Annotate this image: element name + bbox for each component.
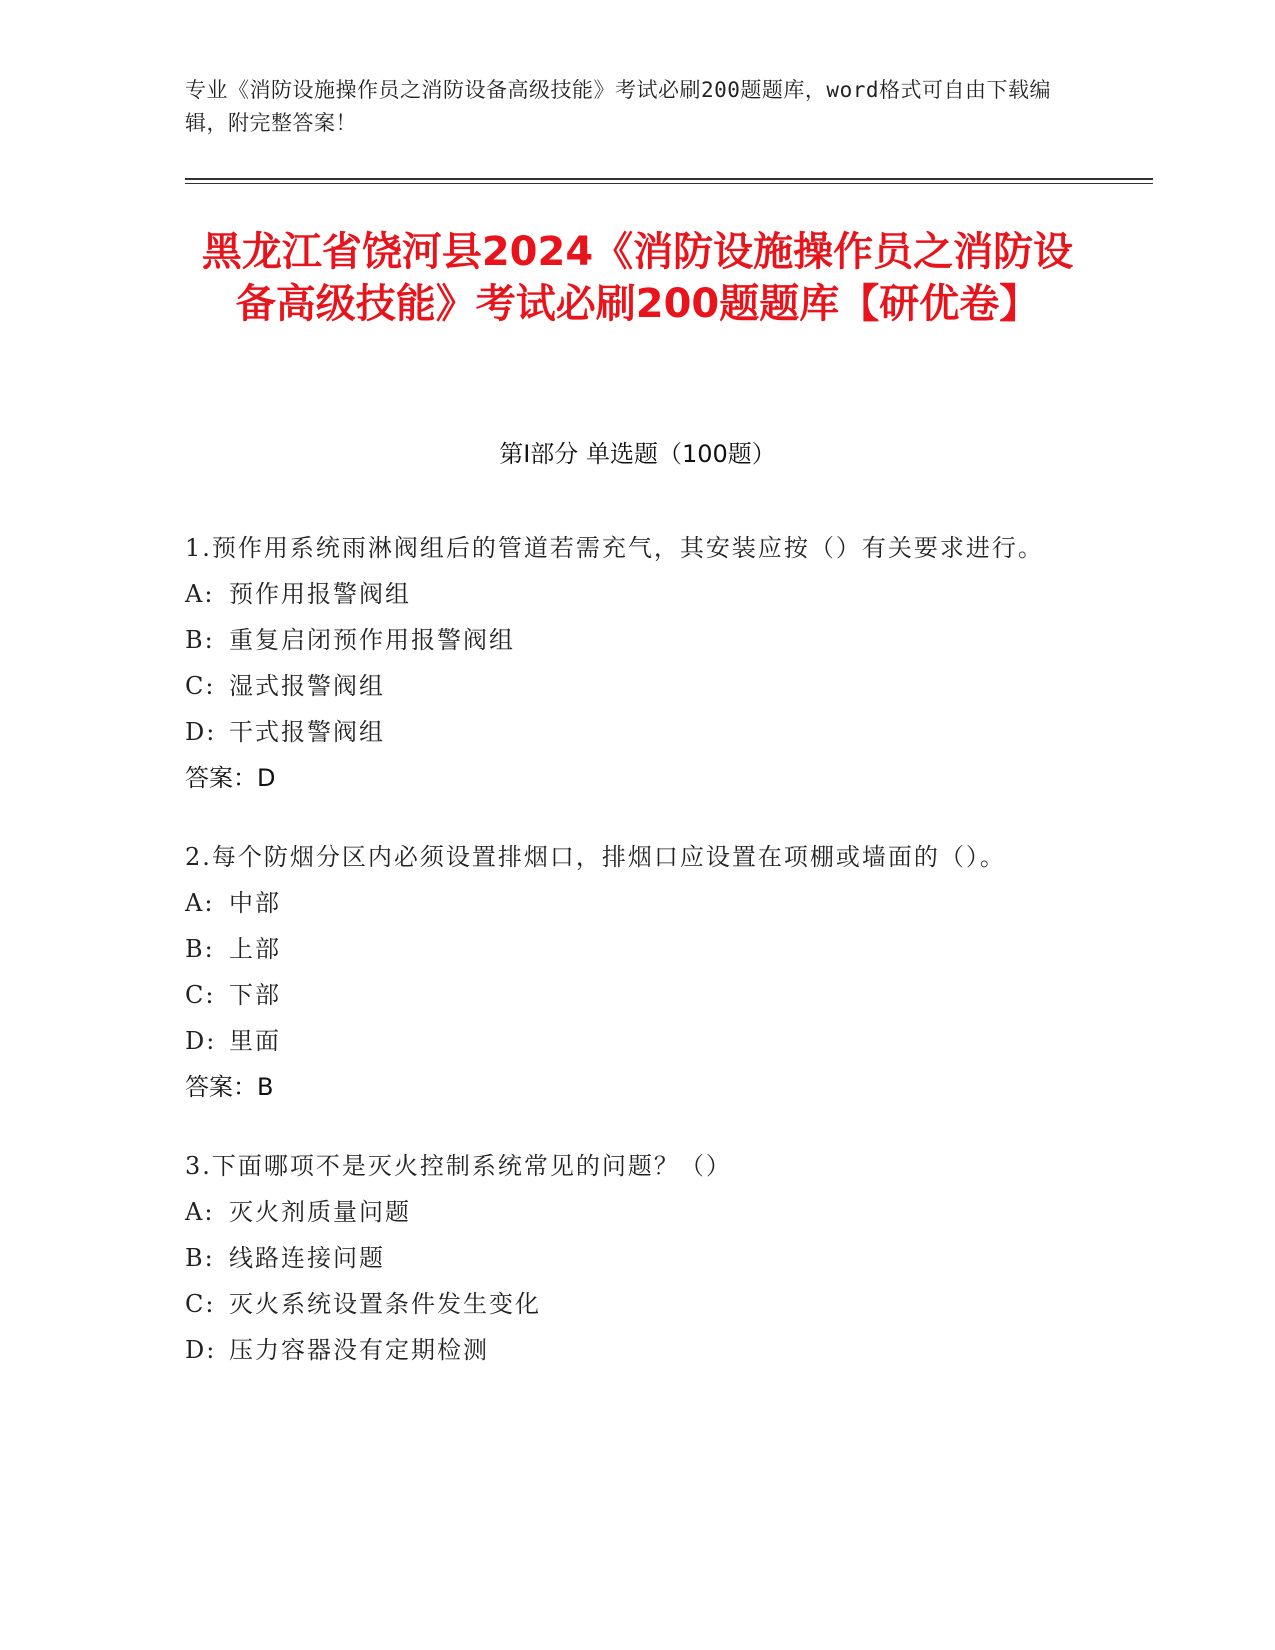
option-text: 线路连接问题: [229, 1244, 385, 1272]
option-text: 里面: [229, 1027, 281, 1055]
option-b: [185, 926, 1075, 972]
option-c: [185, 972, 1075, 1018]
option-b: [185, 1235, 1075, 1281]
option-text: 压力容器没有定期检测: [229, 1336, 489, 1364]
question-list: [185, 526, 1075, 1407]
option-key: C:: [185, 1290, 216, 1318]
option-key: A:: [185, 889, 215, 917]
option-key: C:: [185, 672, 216, 700]
question-text: 3.下面哪项不是灭火控制系统常见的问题？（）: [185, 1152, 732, 1180]
question-text: 2.每个防烟分区内必须设置排烟口，排烟口应设置在项棚或墙面的（）。: [185, 843, 1006, 871]
option-key: D:: [185, 1336, 217, 1364]
header-rule-thin: [185, 183, 1153, 184]
option-key: A:: [185, 1198, 215, 1226]
option-text: 干式报警阀组: [229, 718, 385, 746]
option-text: 上部: [229, 935, 281, 963]
question-3: [185, 1144, 1075, 1373]
option-b: [185, 617, 1075, 663]
option-key: B:: [185, 1244, 215, 1272]
option-d: [185, 1327, 1075, 1373]
option-key: A:: [185, 580, 215, 608]
question-text: 1.预作用系统雨淋阀组后的管道若需充气，其安装应按（）有关要求进行。: [185, 534, 1044, 562]
option-a: [185, 880, 1075, 926]
question-2: [185, 835, 1075, 1110]
option-text: 中部: [229, 889, 281, 917]
option-c: [185, 1281, 1075, 1327]
header-rule-thick: [185, 178, 1153, 180]
option-d: [185, 709, 1075, 755]
option-text: 湿式报警阀组: [229, 672, 385, 700]
answer-line: 答案：D: [185, 764, 276, 792]
document-title: 黑龙江省饶河县2024《消防设施操作员之消防设备高级技能》考试必刷200题题库【研优卷】: [201, 229, 1074, 327]
option-text: 灭火剂质量问题: [229, 1198, 411, 1226]
option-d: [185, 1018, 1075, 1064]
option-key: B:: [185, 935, 215, 963]
option-key: B:: [185, 626, 215, 654]
section-heading: 第Ⅰ部分 单选题（100题）: [499, 440, 776, 468]
option-a: [185, 1189, 1075, 1235]
option-key: D:: [185, 718, 217, 746]
option-key: D:: [185, 1027, 217, 1055]
option-c: [185, 663, 1075, 709]
option-text: 下部: [229, 981, 281, 1009]
answer-line: 答案：B: [185, 1073, 274, 1101]
option-key: C:: [185, 981, 216, 1009]
option-text: 预作用报警阀组: [229, 580, 411, 608]
header-note: 专业《消防设施操作员之消防设备高级技能》考试必刷200题题库，word格式可自由下载编辑，附完整答案！: [185, 78, 1051, 135]
option-a: [185, 571, 1075, 617]
option-text: 灭火系统设置条件发生变化: [229, 1290, 541, 1318]
question-1: [185, 526, 1075, 801]
option-text: 重复启闭预作用报警阀组: [229, 626, 515, 654]
